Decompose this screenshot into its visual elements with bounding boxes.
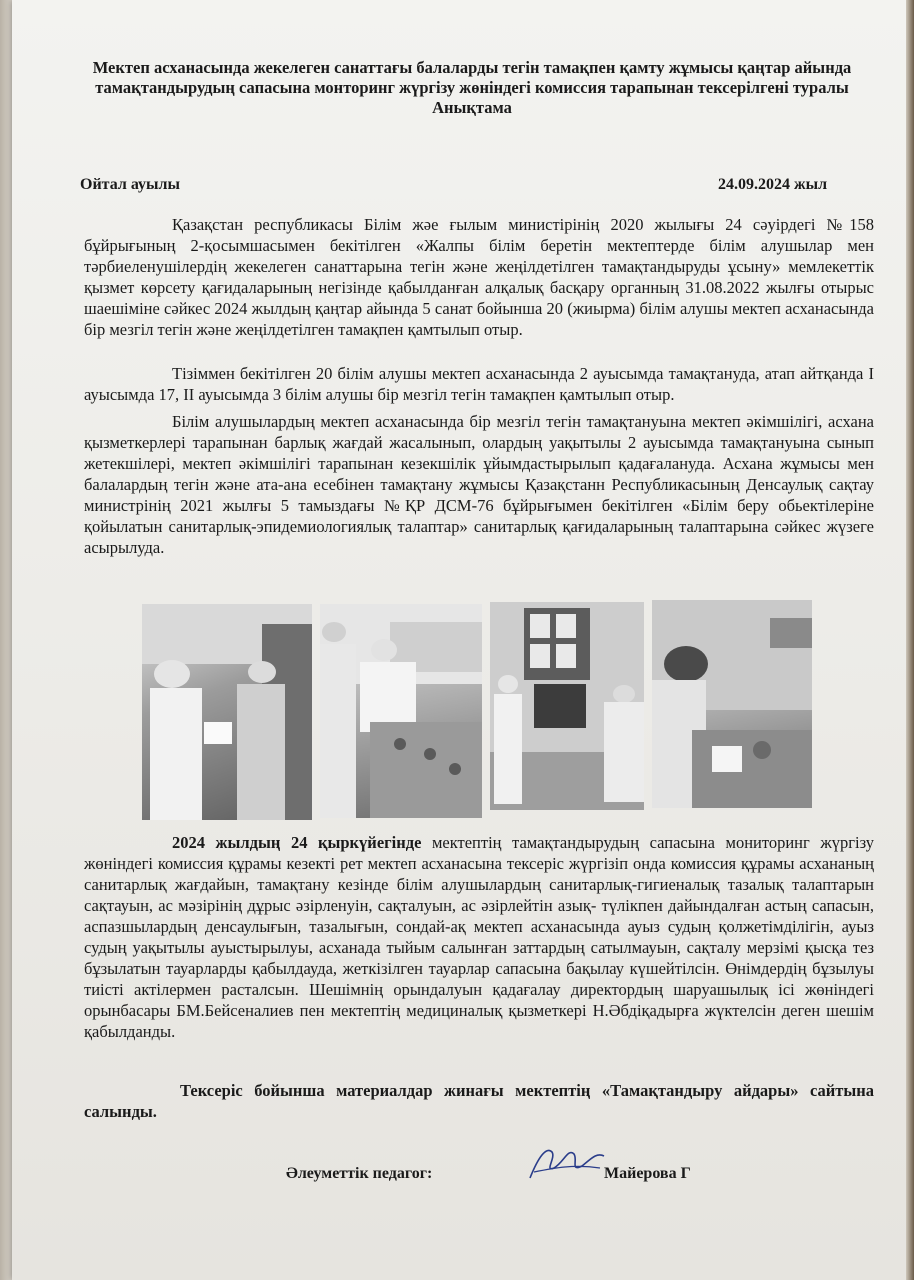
monitoring-paragraph [84, 832, 874, 1042]
photo-inspection [652, 600, 812, 808]
photo-kitchen-staff [142, 604, 312, 820]
title-text: Мектеп асханасында жекелеген санаттағы балаларды тегін тамақпен қамту жұмысы қаңтар айында тамақтандырудың сапасына монторинг жүргізу жөніндегі комиссия тарапынан тексерілгені туралы [92, 58, 852, 97]
monitoring-text: мектептің тамақтандырудың сапасына мониторинг жүргізу жөніндегі комиссия құрамы кезекті рет мектеп асханасына тексеріс жүргізіп онда комиссия құрамы асхананың санитарлық жағдайын, тамақтану кезінде білім алушылардың санитарлық-гигиеналық тазалық талаптарын сақтауын, ас мәзірінің дұрыс әзірленуін, сақталуын, ас әзірлейтін азық- түлікпен дайындалған астың сапасын, аспазшылардың денсаулығын, тазалығын, сондай-ақ мектеп асханасында ауыз судың қолжетімділігін, ауыз судың уақытылы ауыстырылуы, асханада тыйым салынған заттардың сатылмауын, сақталу мерзімі қысқа тез бұзылатын тауарларды қабылдауда, жеткізілген тауарлар сапасына бақылау күшейтілсін. Өнімдердің бұзылуы тиісті актілермен расталсын. Шешімнің орындалуын қадағалау директордың шаруашылық ісі жөніндегі орынбасары БМ.Бейсеналиев пен мектептің медициналық қызметкері Н.Әбдіқадырға жүктелсін деген шешім қабылданды. [84, 833, 875, 1041]
handwritten-signature [524, 1138, 608, 1186]
subtitle-text: Анықтама [432, 98, 512, 117]
document-page [12, 0, 908, 1280]
closing-paragraph: Тексеріс бойынша материалдар жинағы мектептің «Тамақтандыру айдары» сайтына салынды. [84, 1081, 874, 1121]
paragraph-2: Тізіммен бекітілген 20 білім алушы мектеп асханасында 2 ауысымда тамақтануда, атап айтқанда І ауысымда 17, ІІ ауысымда 3 білім алушы бір мезгіл тегін тамақпен қамтылып отыр. [84, 364, 874, 404]
desk-edge-left [0, 0, 12, 1280]
paragraph-3: Білім алушылардың мектеп асханасында бір мезгіл тегін тамақтануына мектеп әкімшілігі, асхана қызметкерлері тарапынан барлық жағдай жасалынып, олардың уақытылы 2 ауысымда тамақтануына сынып жетекшілері, мектеп әкімшілігі тарапынан кезекшілік ұйымдастырылып қадағалануда. Асхана жұмысы мен балалардың тегін және ата-ана есебінен тамақтану жұмысы Қазақстанн Республикасының Денсаулық сақтау министрінің 2021 жылғы 5 тамыздағы №ҚР ДСМ-76 бұйрығымен бекітілген «Білім беру обьектілеріне қойылатын санитарлық-эпидемиологиялық талаптар» санитарлық қағидаларының талаптарына сәйкес жүзеге асырылуда. [84, 412, 874, 557]
monitoring-date-lead: 2024 жылдың 24 қыркүйегінде [172, 833, 422, 852]
photo-notice-board [490, 602, 644, 810]
photo-strip [130, 600, 812, 822]
signature-name: Майерова Г [604, 1165, 691, 1182]
signature-role: Әлеуметтік педагог: [286, 1165, 433, 1182]
paragraph-1: Қазақстан республикасы Білім жәе ғылым министірінің 2020 жылығы 24 сәуірдегі №158 бұйрығының 2-қосымшасымен бекітілген «Жалпы білім беретін мектептерде білім алушылар мен тәрбиеленушілердің жекелеген санаттарына тегін және жеңілдетілген тамақтандыруды ұсыну» мемлекеттік қызмет көрсету қағидаларының негізінде қабылданған алқалық басқару органның 31.08.2022 жылғы отырыс шаешіміне сәйкес 2024 жылдың қаңтар айында 5 санат бойынша 20 (жиырма) білім алушы мектеп асханасында бір мезгіл тегін және жеңілдетілген тамақпен қамтылып отыр. [84, 215, 874, 339]
photo-food-table [320, 604, 482, 818]
document-title [52, 58, 892, 118]
date-label: 24.09.2024 жыл [718, 176, 828, 193]
place-label: Ойтал ауылы [80, 176, 180, 193]
desk-edge-right [906, 0, 914, 1280]
